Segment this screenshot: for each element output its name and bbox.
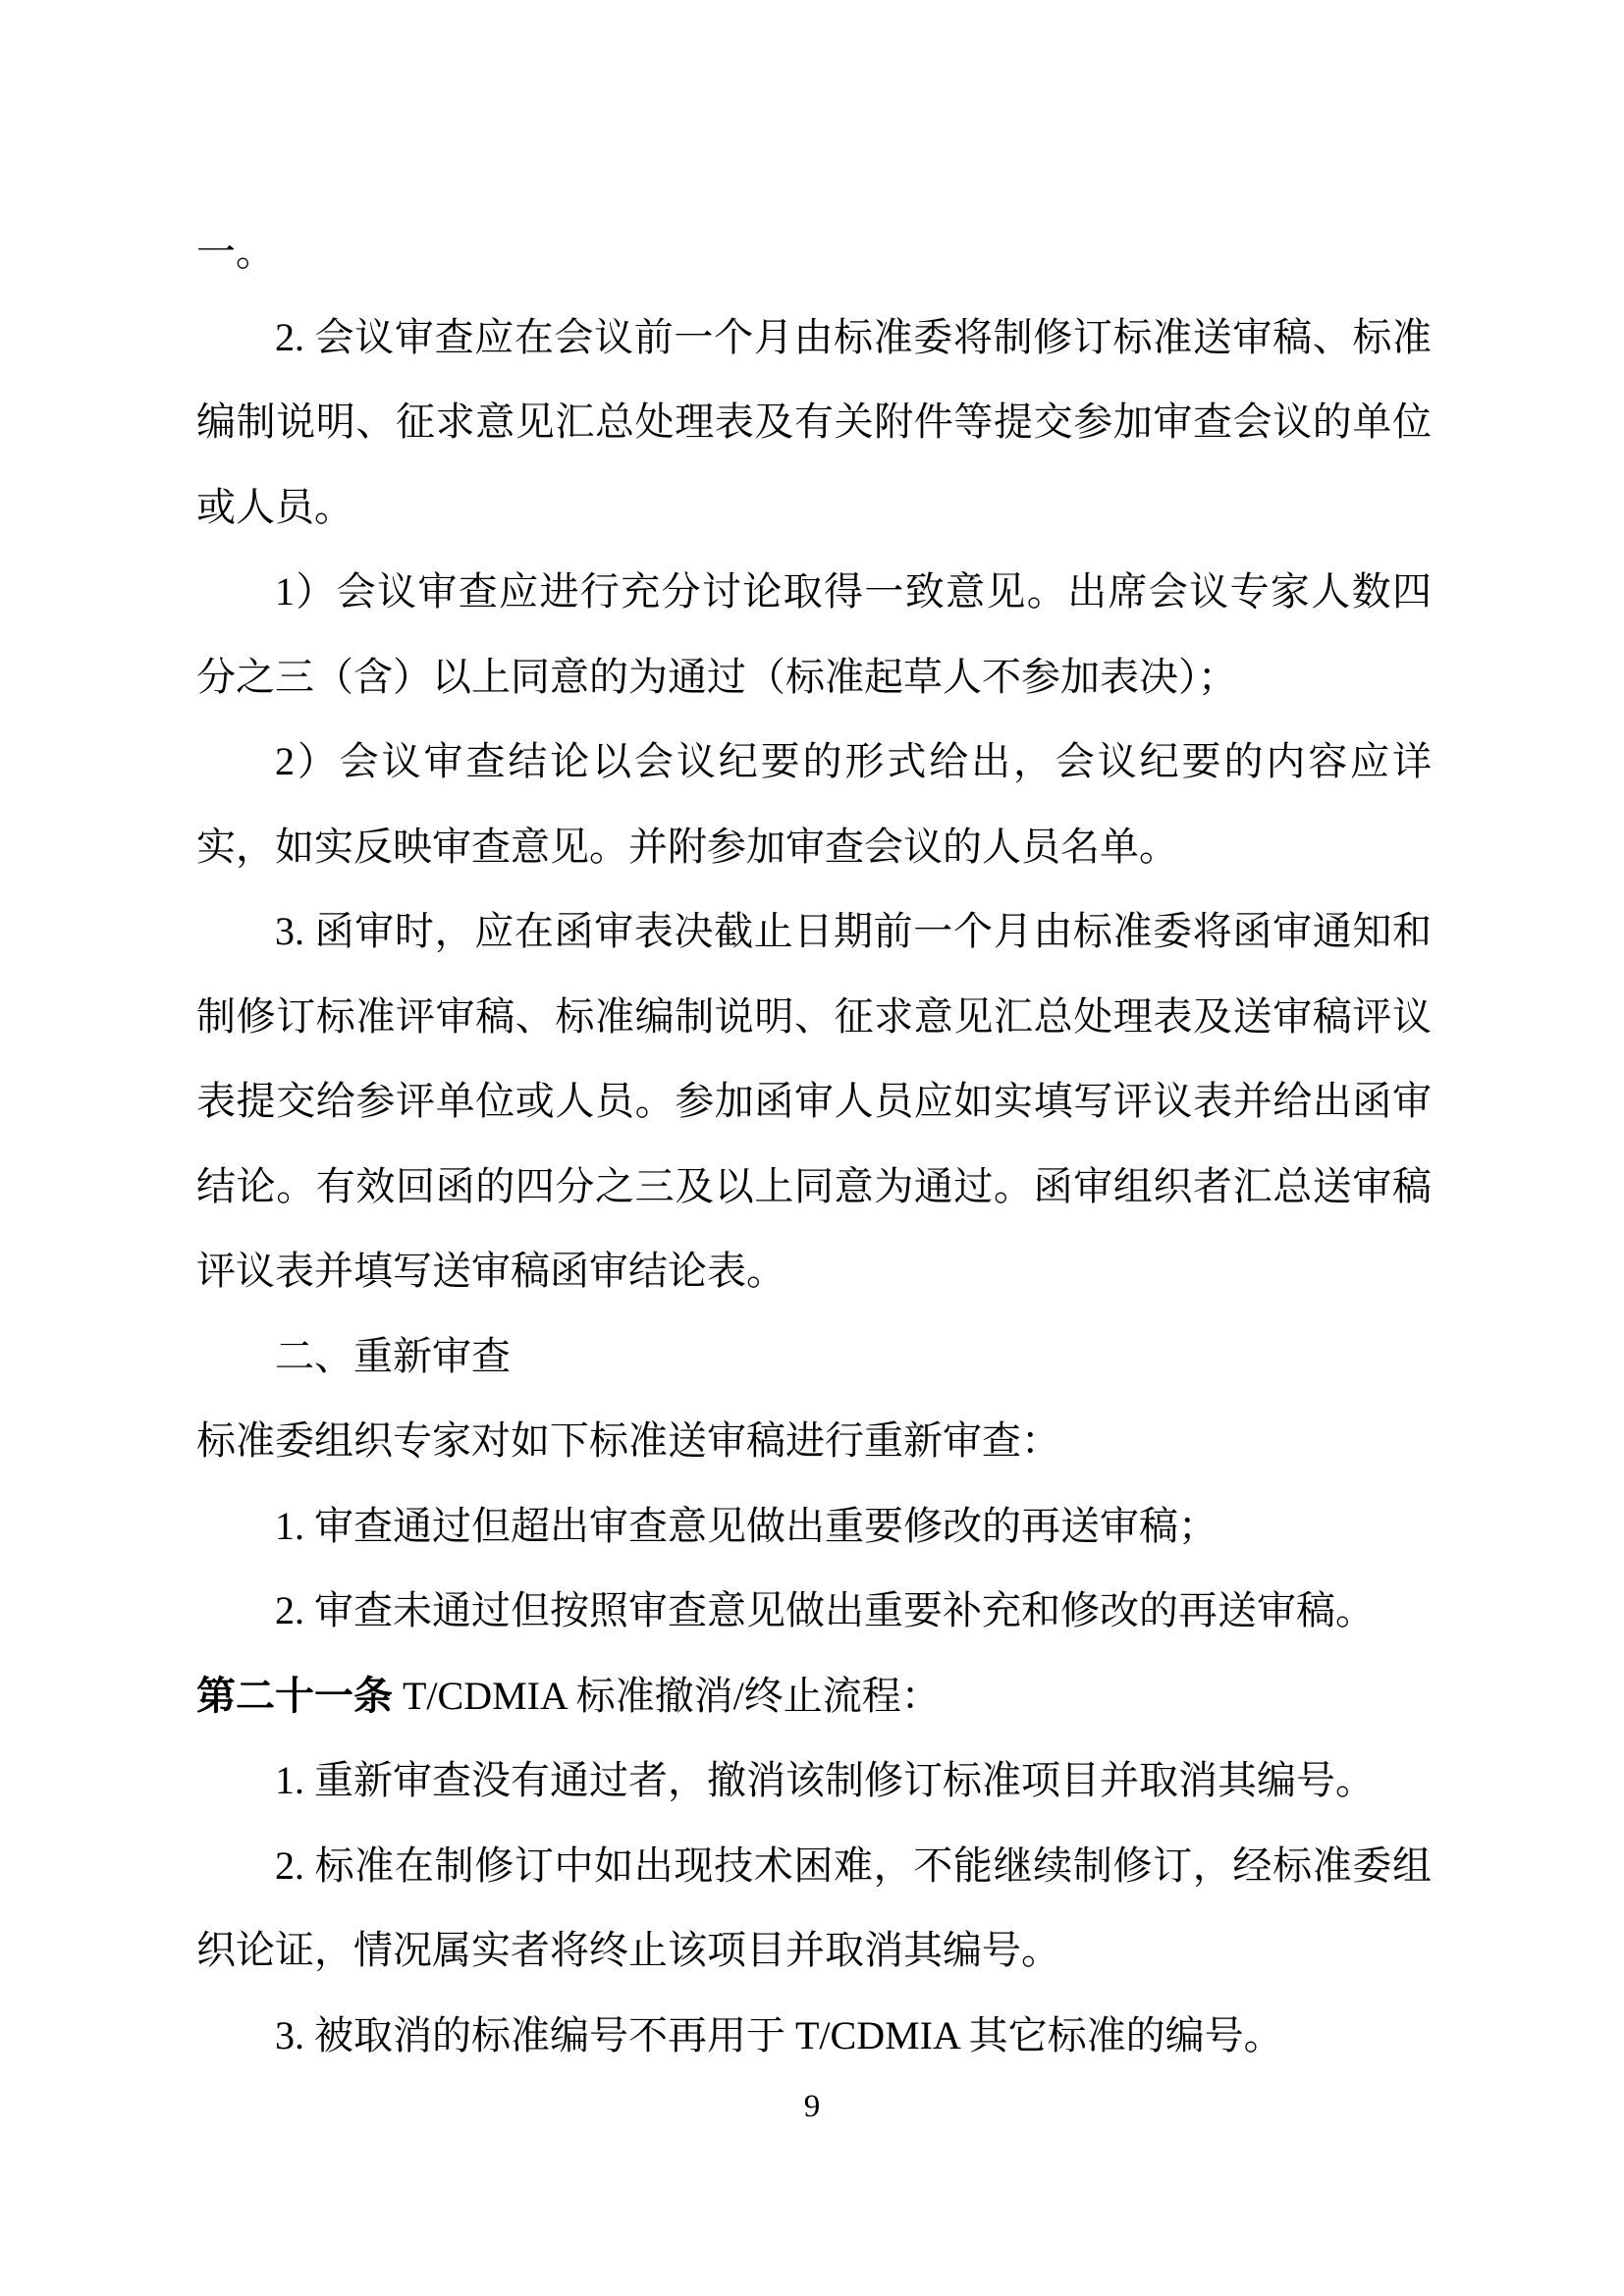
paragraph-meeting-review-rule-2: 2）会议审查结论以会议纪要的形式给出，会议纪要的内容应详实，如实反映审查意见。并附参加审查会议的人员名单。 [196, 739, 1432, 869]
paragraph-letter-review-item-3: 3. 函审时，应在函审表决截止日期前一个月由标准委将函审通知和制修订标准评审稿、标准编制说明、征求意见汇总处理表及送审稿评议表提交给参评单位或人员。参加函审人员应如实填写评议表并给出函审结论。有效回函的四分之三及以上同意为通过。函审组织者汇总送审稿评议表并填写送审稿函审结论表。 [196, 909, 1432, 1293]
page-number: 9 [803, 2089, 821, 2124]
paragraph-cancel-rule-3: 3. 被取消的标准编号不再用于 T/CDMIA 其它标准的编号。 [275, 2012, 1283, 2057]
paragraph-article-21-heading [196, 1654, 1432, 1739]
document-content [196, 210, 1432, 2078]
paragraph-re-review-intro: 标准委组织专家对如下标准送审稿进行重新审查： [196, 1418, 1060, 1463]
paragraph-cancel-rule-1: 1. 重新审查没有通过者，撤消该制修订标准项目并取消其编号。 [275, 1758, 1375, 1802]
paragraph-re-review-case-1: 1. 审查通过但超出审查意见做出重要修改的再送审稿； [275, 1503, 1218, 1548]
paragraph-meeting-review-item-2: 2. 会议审查应在会议前一个月由标准委将制修订标准送审稿、标准编制说明、征求意见汇总处理表及有关附件等提交参加审查会议的单位或人员。 [196, 314, 1432, 529]
paragraph-meeting-review-rule-1: 1）会议审查应进行充分讨论取得一致意见。出席会议专家人数四分之三（含）以上同意的为通过（标准起草人不参加表决）； [196, 569, 1432, 699]
paragraph-cancel-rule-2: 2. 标准在制修订中如出现技术困难，不能继续制修订，经标准委组织论证，情况属实者将终止该项目并取消其编号。 [196, 1842, 1432, 1972]
paragraph-continuation: 一。 [196, 230, 275, 274]
article-21-title: T/CDMIA 标准撤消/终止流程： [393, 1673, 941, 1718]
paragraph-section-2-re-review: 二、重新审查 [275, 1333, 511, 1378]
article-21-number: 第二十一条 [196, 1673, 393, 1718]
paragraph-re-review-case-2: 2. 审查未通过但按照审查意见做出重要补充和修改的再送审稿。 [275, 1588, 1375, 1632]
